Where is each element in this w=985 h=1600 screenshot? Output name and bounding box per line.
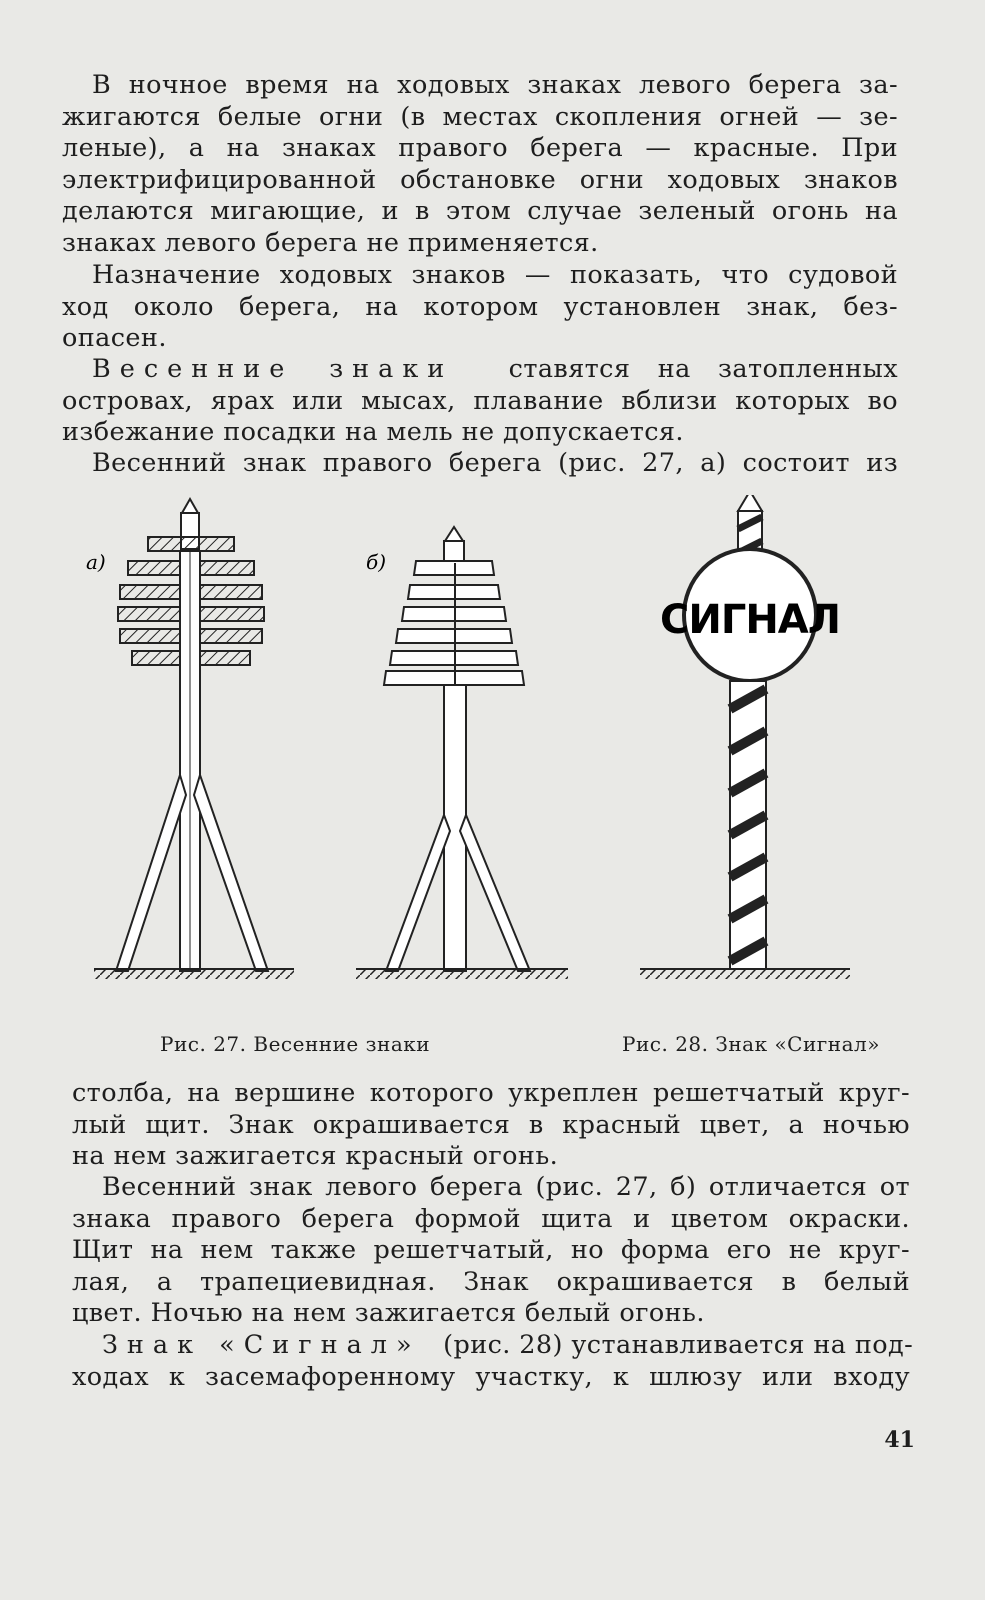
signal-label: СИГНАЛ [660, 597, 840, 643]
text-line: Весенний знак левого берега (рис. 27, б) отличается от [102, 1172, 910, 1202]
figure-label-a: а) [86, 550, 106, 574]
figure-27-28 [0, 495, 985, 995]
text-line: опасен. [62, 323, 167, 354]
page-number: 41 [884, 1427, 915, 1453]
text-line: на нем зажигается красный огонь. [72, 1141, 559, 1172]
text-line: ходах к засемафоренному участку, к шлюзу или входу [72, 1361, 910, 1392]
paragraph-signal-sign [72, 1330, 914, 1393]
spaced-term: Весенние знаки [92, 354, 454, 384]
spring-sign-a [86, 499, 294, 979]
text-line: жигаются белые огни (в местах скопления огней — зе- [62, 101, 898, 132]
text-line: цвет. Ночью на нем зажигается белый огонь. [72, 1298, 705, 1329]
paragraph-night-lights [62, 70, 898, 260]
text-line: ход около берега, на котором установлен знак, без- [62, 291, 898, 322]
paragraph-right-bank-sign [62, 448, 898, 480]
text-line: Назначение ходовых знаков — показать, что судовой [92, 260, 898, 290]
signal-sign [640, 495, 850, 979]
text-line: В ночное время на ходовых знаках левого берега за- [92, 70, 898, 100]
caption-figure-28: Рис. 28. Знак «Сигнал» [622, 1032, 880, 1056]
text-line: делаются мигающие, и в этом случае зеленый огонь на [62, 196, 898, 227]
text-line: знака правого берега формой щита и цветом окраски. [72, 1203, 910, 1234]
text-fragment: (рис. 28) устанавливается на под- [443, 1330, 914, 1360]
spring-sign-b [356, 527, 568, 979]
text-line: электрифицированной обстановке огни ходовых знаков [62, 164, 898, 195]
text-line: знаках левого берега не применяется. [62, 227, 599, 258]
text-line: леные), а на знаках правого берега — красные. При [62, 133, 898, 164]
paragraph-spring-signs [62, 354, 898, 449]
text-line: Весенний знак правого берега (рис. 27, а) состоит из [92, 448, 898, 478]
text-line: островах, ярах или мысах, плавание вблизи которых во [62, 385, 898, 416]
text-line: избежание посадки на мель не допускается. [62, 417, 684, 448]
paragraph-left-bank-sign [72, 1172, 910, 1330]
paragraph-purpose [62, 260, 898, 355]
text-line: Щит на нем также решетчатый, но форма его не круг- [72, 1235, 910, 1266]
caption-figure-27: Рис. 27. Весенние знаки [160, 1032, 431, 1056]
text-fragment: ставятся на затопленных [508, 354, 898, 384]
signs-illustration [0, 495, 985, 995]
text-line: лая, а трапециевидная. Знак окрашивается в белый [72, 1266, 910, 1297]
text-line: лый щит. Знак окрашивается в красный цвет, а ночью [72, 1109, 910, 1140]
paragraph-right-bank-sign-cont [72, 1078, 910, 1173]
spaced-term: Знак «Сигнал» [102, 1330, 421, 1360]
text-line: столба, на вершине которого укреплен решетчатый круг- [72, 1078, 910, 1108]
figure-label-b: б) [366, 550, 387, 574]
